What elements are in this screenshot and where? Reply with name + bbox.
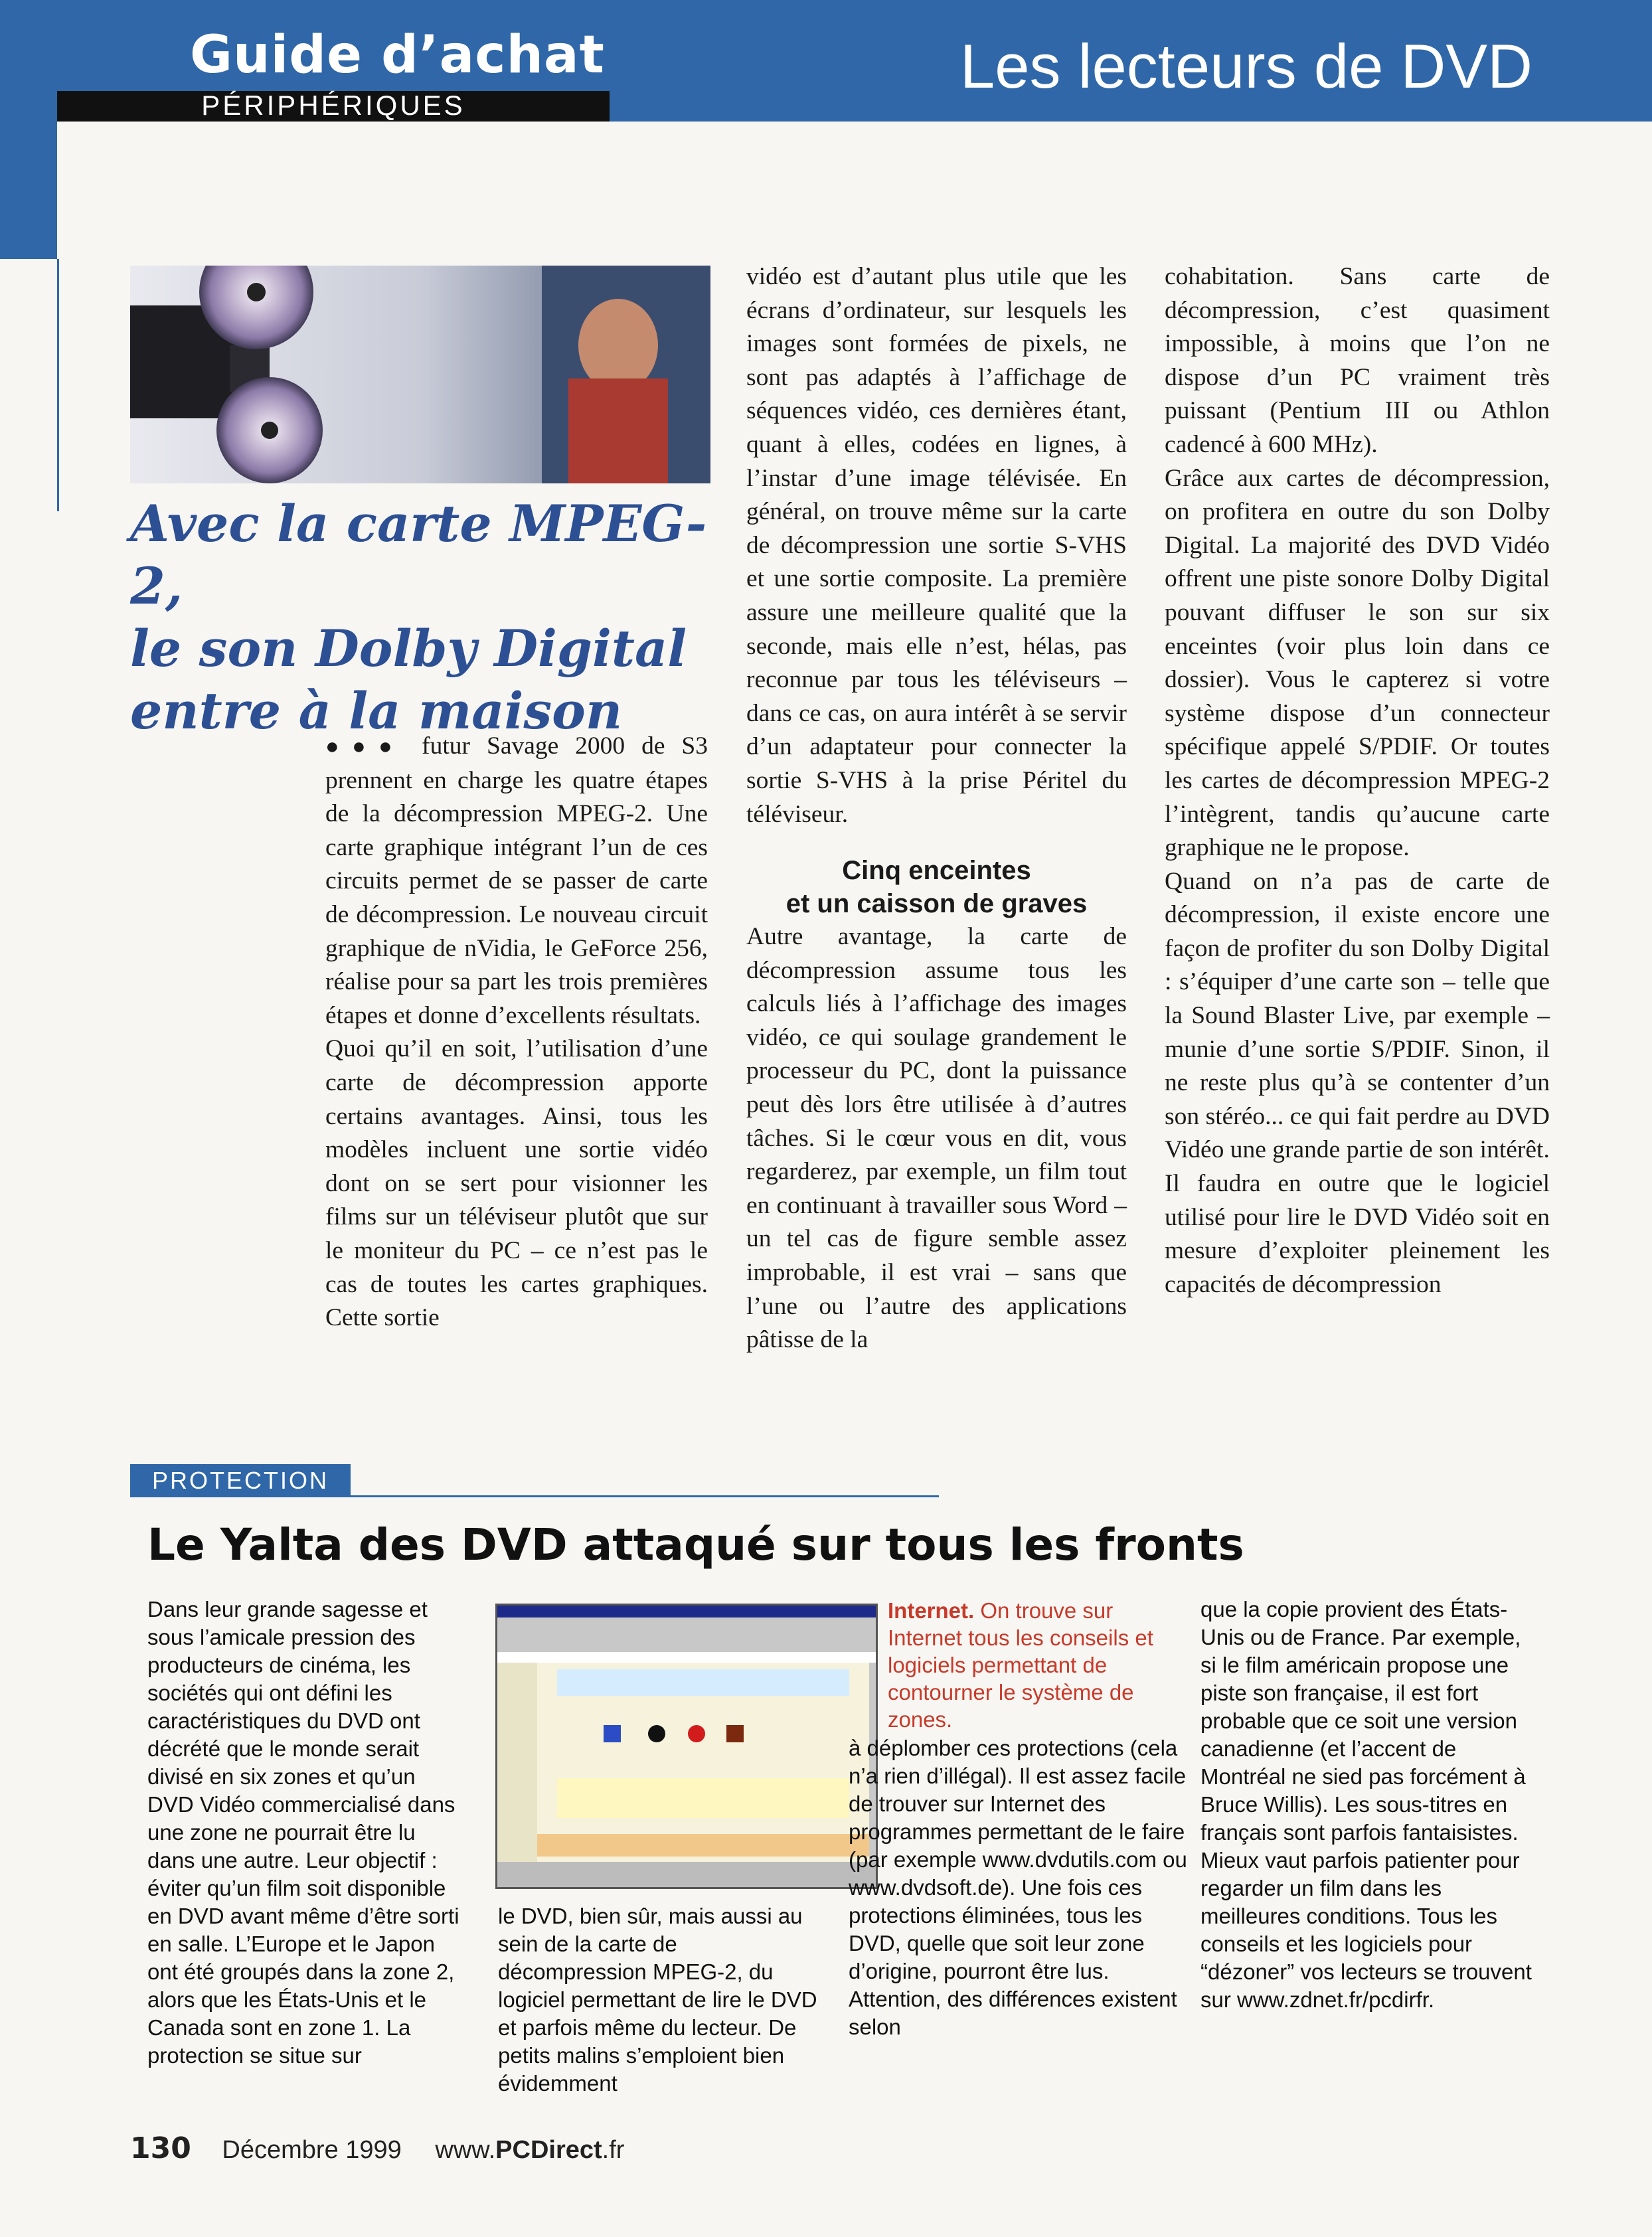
bullet-markers: ●●● xyxy=(325,734,406,759)
paragraph: Il faudra en outre que le logiciel utilisé pour lire le DVD Vidéo soit en mesure d’exploiter pleinement les capacités de décompression xyxy=(1165,1170,1550,1298)
paragraph: à déplomber ces protections (cela n’a rien d’illégal). Il est assez facile de trouver sur Internet des programmes permettant de le faire (par exemple www.dvdutils.com ou www.dvdsoft.de). Une fois ces protections éliminées, tous les DVD, quelle que soit leur zone d’origine, pourront être lus. Attention, des différences existent selon xyxy=(849,1736,1187,2039)
box-rule xyxy=(130,1495,939,1497)
header-left-strip xyxy=(0,0,57,259)
url-suffix: .fr xyxy=(602,2136,625,2164)
margin-rule xyxy=(57,259,59,511)
url-prefix: www. xyxy=(435,2136,496,2164)
box-title: Le Yalta des DVD attaqué sur tous les fronts xyxy=(147,1519,1244,1570)
issue-date: Décembre 1999 xyxy=(222,2136,402,2164)
paragraph: vidéo est d’autant plus utile que les écrans d’ordinateur, sur lesquels les images sont formées de pixels, ne sont pas adaptés à l’affichage de séquences vidéo, ces dernières étant, quant à elles, codées en lignes, à l’instar d’une image télévisée. En général, on trouve même sur la carte de décompression une sortie S-VHS et une sortie composite. La première assure une meilleure qualité que la seconde, mais elle n’est, hélas, pas reconnue par tous les téléviseurs – dans ce cas, on aura intérêt à se servir d’un adaptateur pour connecter la sortie S-VHS à la prise Péritel du téléviseur. xyxy=(746,263,1127,828)
projector-image xyxy=(130,266,710,483)
box-tag: PROTECTION xyxy=(151,1467,329,1494)
box-column-1 xyxy=(147,1596,459,2070)
browser-window-image xyxy=(497,1606,876,1887)
paragraph: Dans leur grande sagesse et sous l’amicale pression des producteurs de cinéma, les sociétés qui ont défini les caractéristiques du DVD ont décrété que le monde serait divisé en six zones et qu’un DVD Vidéo commercialisé dans une zone ne pourrait être lu dans une autre. Leur objectif : éviter qu’un film soit disponible en DVD avant même d’être sorti en salle. L’Europe et le Japon ont été groupés dans la zone 2, alors que les États-Unis et le Canada sont en zone 1. La protection se situe sur xyxy=(147,1597,459,2068)
url-brand: PCDirect xyxy=(495,2136,602,2164)
box-column-4 xyxy=(1200,1596,1532,2014)
headline-line-2: le son Dolby Digital xyxy=(130,619,687,678)
page-number: 130 xyxy=(130,2131,191,2165)
subheading-line-2: et un caisson de graves xyxy=(785,889,1088,919)
paragraph-text: futur Savage 2000 de S3 prennent en charge les quatre étapes de la décompression MPEG-2. Une carte graphique intégrant l’un de ces circuits permet de se passer de carte de décompression. Le nouveau circuit graphique de nVidia, le GeForce 256, réalise pour sa part les trois premières étapes et donne d’excellents résultats. xyxy=(325,732,708,1029)
section-title: Guide d’achat xyxy=(190,25,605,85)
website-screenshot xyxy=(495,1604,878,1889)
paragraph: cohabitation. Sans carte de décompression, c’est quasiment impossible, à moins que l’on ne dispose d’un PC vraiment très puissant (Pentium III ou Athlon cadencé à 600 MHz). xyxy=(1165,263,1550,458)
paragraph: Quoi qu’il en soit, l’utilisation d’une carte de décompression apporte certains avantages. Ainsi, tous les modèles incluent une sortie vidéo dont on se sert pour visionner les films sur un téléviseur plutôt que sur le moniteur du PC – ce n’est pas le cas de toutes les cartes graphiques. Cette sortie xyxy=(325,1035,708,1332)
caption-lead: Internet. xyxy=(888,1598,975,1623)
dossier-title: Les lecteurs de DVD xyxy=(959,31,1532,101)
paragraph: le DVD, bien sûr, mais aussi au sein de la carte de décompression MPEG-2, du logiciel permettant de lire le DVD et parfois même du lecteur. De petits malins s’emploient bien évidemment xyxy=(498,1904,817,2096)
magazine-url xyxy=(435,2136,624,2164)
article-column-1 xyxy=(325,730,708,1335)
screenshot-caption xyxy=(888,1597,1187,1733)
paragraph: Quand on n’a pas de carte de décompression, il existe encore une façon de profiter du son Dolby Digital : s’équiper d’une carte son – telle que la Sound Blaster Live, par exemple – munie d’une sortie S/PDIF. Sinon, il ne reste plus qu’à se contenter d’un son stéréo... ce qui fait perdre au DVD Vidéo une grande partie de son intérêt. xyxy=(1165,867,1550,1164)
article-column-3 xyxy=(1165,260,1550,1301)
projector-dvd-illustration xyxy=(130,266,710,483)
section-subtitle: PÉRIPHÉRIQUES xyxy=(201,90,465,121)
article-headline xyxy=(130,493,728,742)
paragraph: Autre avantage, la carte de décompression assume tous les calculs liés à l’affichage des images vidéo, ce qui soulage grandement le processeur du PC, dont la puissance peut dès lors être utilisée à d’autres tâches. Si le cœur vous en dit, vous regarderez, par exemple, un film tout en continuant à travailler sous Word – un tel cas de figure semble assez improbable, il est vrai – sans que l’une ou l’autre des applications pâtisse de la xyxy=(746,923,1127,1354)
headline-line-1: Avec la carte MPEG-2, xyxy=(130,494,707,616)
article-subheading xyxy=(746,854,1127,920)
headline-line-3: entre à la maison xyxy=(130,681,623,740)
box-column-2 xyxy=(498,1902,830,2098)
paragraph: que la copie provient des États-Unis ou de France. Par exemple, si le film américain propose une piste son française, il est fort probable que ce soit une version canadienne (et l’accent de Montréal ne sied pas forcément à Bruce Willis). Les sous-titres en français sont parfois fantaisistes. Mieux vaut parfois patienter pour regarder un film dans les meilleures conditions. Tous les conseils et les logiciels pour “dézoner” vos lecteurs se trouvent sur www.zdnet.fr/pcdirfr. xyxy=(1200,1597,1532,2012)
box-column-3 xyxy=(849,1734,1187,2041)
article-column-2 xyxy=(746,260,1127,1357)
page-footer xyxy=(130,2131,624,2165)
caption-text: On trouve sur Internet tous les conseils et logiciels permettant de contourner le système de zones. xyxy=(888,1598,1153,1732)
paragraph xyxy=(325,730,708,1033)
paragraph: Grâce aux cartes de décompression, on profitera en outre du son Dolby Digital. La majorité des DVD Vidéo offrent une piste sonore Dolby Digital pouvant diffuser le son sur six enceintes (voir plus loin dans ce dossier). Vous le capterez si votre système dispose d’un connecteur spécifique appelé S/PDIF. Or toutes les cartes de décompression MPEG-2 l’intègrent, tandis qu’aucune carte graphique ne le propose. xyxy=(1165,464,1550,862)
subheading-line-1: Cinq enceintes xyxy=(842,856,1031,886)
